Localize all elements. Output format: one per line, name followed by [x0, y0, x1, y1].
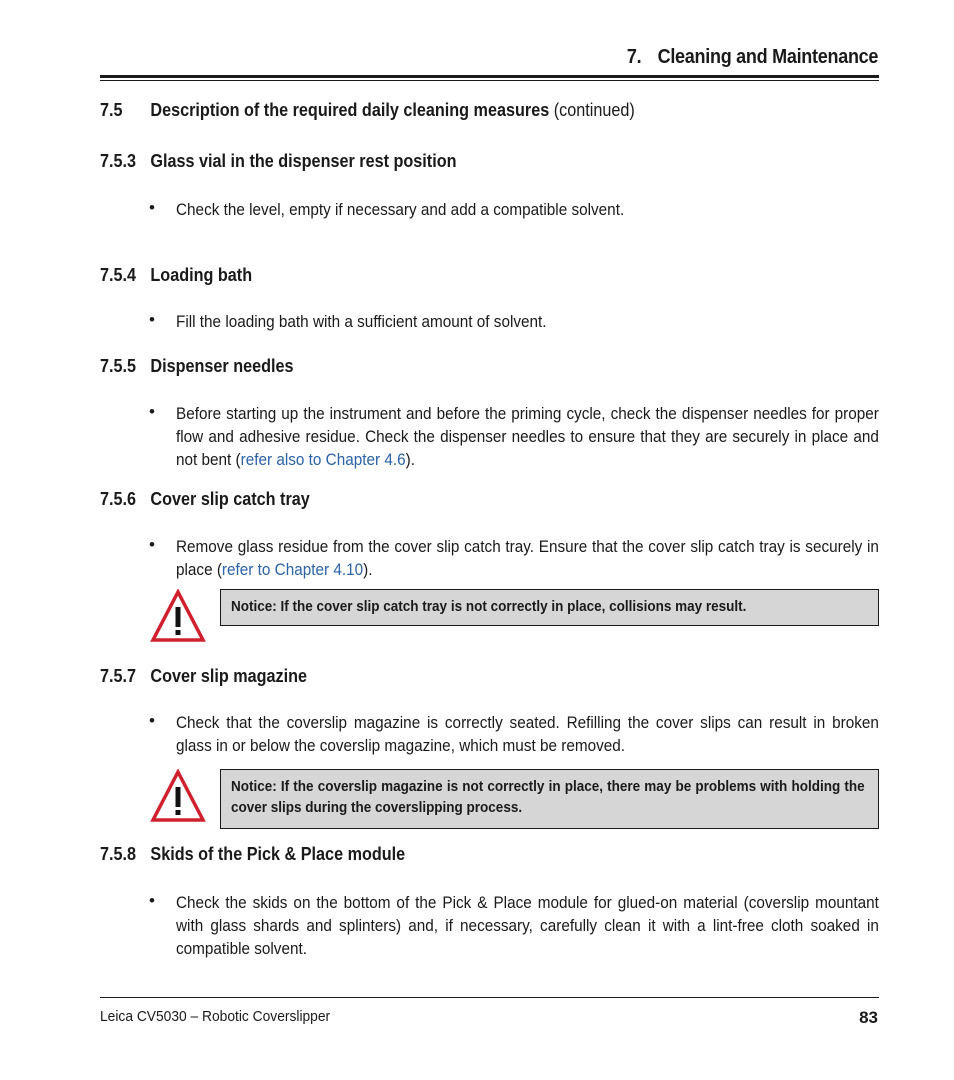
chapter-number: 7.: [626, 46, 642, 68]
subsection-heading-758: [100, 844, 405, 865]
bullet-icon: •: [149, 891, 155, 910]
warning-triangle-icon: [150, 589, 206, 643]
subsection-number: 7.5.8: [100, 844, 137, 864]
header-rule: [100, 75, 879, 78]
notice-box: [220, 589, 879, 626]
section-suffix: (continued): [553, 100, 635, 120]
bullet-text-755: Before starting up the instrument and before the priming cycle, check the dispenser needles for proper flow and adhesive residue. Check the dispenser needles to ensure that they are securely in place and not bent (refer also to Chapter 4.6).: [176, 404, 879, 469]
subsection-number: 7.5.5: [100, 356, 137, 376]
subsection-number: 7.5.3: [100, 151, 137, 171]
warning-triangle-icon: [150, 769, 206, 823]
subsection-number: 7.5.4: [100, 265, 137, 285]
chapter-link[interactable]: refer also to Chapter 4.6: [240, 450, 406, 469]
bullet-text-758: Check the skids on the bottom of the Pick & Place module for glued-on material (coverslip mountant with glass shards and splinters) and, if necessary, carefully clean it with a lint-free cloth soaked in compatible solvent.: [176, 893, 879, 958]
bullet-icon: •: [149, 535, 155, 554]
bullet-text-756: Remove glass residue from the cover slip catch tray. Ensure that the cover slip catch tray is securely in place (refer to Chapter 4.10).: [176, 537, 879, 579]
bullet-icon: •: [149, 310, 155, 329]
subsection-heading-757: [100, 666, 307, 687]
subsection-title: Cover slip catch tray: [150, 489, 310, 509]
footer-product: Leica CV5030 – Robotic Coverslipper: [100, 1008, 331, 1025]
subsection-heading-755: [100, 356, 294, 377]
chapter-name: Cleaning and Maintenance: [657, 46, 878, 68]
section-title: Description of the required daily cleaning measures: [150, 100, 550, 120]
section-heading: [100, 100, 635, 121]
chapter-link[interactable]: refer to Chapter 4.10: [221, 560, 364, 579]
notice-box: [220, 769, 879, 829]
subsection-heading-756: [100, 489, 310, 510]
subsection-title: Loading bath: [150, 265, 253, 285]
bullet-text-757: Check that the coverslip magazine is correctly seated. Refilling the cover slips can result in broken glass in or below the coverslip magazine, which must be removed.: [176, 713, 879, 755]
footer-rule: [100, 997, 879, 998]
bullet-icon: •: [149, 402, 155, 421]
page-number: 83: [859, 1008, 878, 1027]
subsection-number: 7.5.7: [100, 666, 137, 686]
subsection-title: Dispenser needles: [150, 356, 294, 376]
chapter-title: [627, 46, 878, 69]
bullet-icon: •: [149, 198, 155, 217]
subsection-title: Glass vial in the dispenser rest position: [150, 151, 457, 171]
subsection-title: Cover slip magazine: [150, 666, 308, 686]
subsection-heading-754: [100, 265, 252, 286]
notice-text: Notice: If the coverslip magazine is not correctly in place, there may be problems with holding the cover slips during the coverslipping process.: [231, 778, 865, 816]
subsection-title: Skids of the Pick & Place module: [150, 844, 406, 864]
subsection-heading-753: [100, 151, 456, 172]
section-number: 7.5: [100, 100, 123, 120]
bullet-text-754: Fill the loading bath with a sufficient amount of solvent.: [176, 312, 547, 331]
notice-text: Notice: If the cover slip catch tray is not correctly in place, collisions may result.: [231, 598, 747, 615]
bullet-text-753: Check the level, empty if necessary and add a compatible solvent.: [176, 200, 625, 219]
subsection-number: 7.5.6: [100, 489, 137, 509]
header-rule-thin: [100, 80, 879, 81]
bullet-icon: •: [149, 711, 155, 730]
